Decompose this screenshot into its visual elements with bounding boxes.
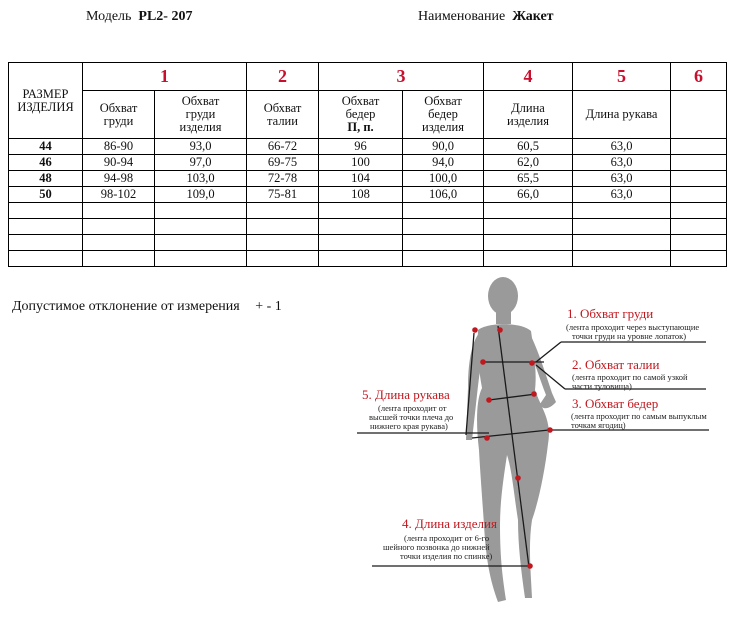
- table-cell: 103,0: [155, 171, 247, 187]
- group-number-5: 5: [573, 63, 671, 91]
- column-header-line: Длина: [511, 100, 545, 115]
- tolerance-value: + - 1: [255, 299, 282, 314]
- table-cell: 98-102: [83, 187, 155, 203]
- hip-girth-note: точкам ягодиц): [571, 420, 626, 430]
- sleeve-length-note: высшей точки плеча до: [369, 412, 454, 422]
- table-cell: 62,0: [484, 155, 573, 171]
- group-number-1: 1: [83, 63, 247, 91]
- group-number-3: 3: [319, 63, 484, 91]
- table-cell: 100,0: [403, 171, 484, 187]
- table-cell: 94-98: [83, 171, 155, 187]
- size-cell: 44: [9, 139, 83, 155]
- group-number-6: 6: [671, 63, 727, 91]
- table-cell: 106,0: [403, 187, 484, 203]
- size-cell: 46: [9, 155, 83, 171]
- size-header-line: ИЗДЕЛИЯ: [17, 99, 74, 114]
- chest-girth-note: (лента проходит через выступающие: [566, 322, 700, 332]
- table-cell: 63,0: [573, 155, 671, 171]
- chest-girth-note: точки груди на уровне лопаток): [572, 331, 687, 341]
- table-cell: 86-90: [83, 139, 155, 155]
- model-value: PL2- 207: [138, 9, 193, 24]
- name-label: Наименование: [418, 9, 506, 24]
- table-cell: 66,0: [484, 187, 573, 203]
- table-cell: 69-75: [247, 155, 319, 171]
- column-header-line: изделия: [507, 113, 549, 128]
- label-garment-length: [383, 516, 497, 561]
- label-waist-girth: [572, 357, 688, 391]
- table-cell: 63,0: [573, 139, 671, 155]
- size-cell: 50: [9, 187, 83, 203]
- waist-girth-note: части туловища): [572, 381, 632, 391]
- garment-length-note: шейного позвонка до нижней: [383, 542, 490, 552]
- column-header-line: Обхват: [99, 100, 138, 115]
- waist-girth-note: (лента проходит по самой узкой: [572, 372, 688, 382]
- model-label: Модель: [86, 9, 132, 24]
- table-cell: 72-78: [247, 171, 319, 187]
- column-header-line: Обхват: [181, 94, 220, 108]
- label-chest-girth: [566, 306, 699, 341]
- label-sleeve-length: [362, 387, 453, 431]
- group-number-4: 4: [484, 63, 573, 91]
- garment-length-note: (лента проходит от 6-го: [404, 533, 490, 543]
- table-cell: 100: [319, 155, 403, 171]
- column-header-line: Длина рукава: [585, 107, 658, 121]
- hip-girth-title: 3. Обхват бедер: [572, 396, 659, 411]
- column-header-line: изделия: [422, 120, 464, 134]
- size-header-line: РАЗМЕР: [22, 86, 69, 101]
- table-cell: 66-72: [247, 139, 319, 155]
- hip-girth-note: (лента проходит по самым выпуклым: [571, 411, 707, 421]
- table-cell: 97,0: [155, 155, 247, 171]
- table-cell: 109,0: [155, 187, 247, 203]
- column-header-line: изделия: [179, 120, 222, 134]
- column-header-line: Обхват: [424, 94, 462, 108]
- column-header-line: П, п.: [347, 120, 374, 134]
- group-number-2: 2: [247, 63, 319, 91]
- column-header-line: груди: [185, 107, 216, 121]
- label-hip-girth: [571, 396, 707, 430]
- column-header-line: Обхват: [263, 100, 302, 115]
- garment-length-title: 4. Длина изделия: [402, 516, 497, 531]
- waist-girth-title: 2. Обхват талии: [572, 357, 660, 372]
- column-header-line: Обхват: [341, 94, 380, 108]
- chest-girth-title: 1. Обхват груди: [567, 306, 654, 321]
- column-header-line: бедер: [345, 107, 376, 121]
- table-cell: 63,0: [573, 187, 671, 203]
- sleeve-length-note: нижнего края рукава): [370, 421, 448, 431]
- table-cell: 63,0: [573, 171, 671, 187]
- table-cell: 90,0: [403, 139, 484, 155]
- table-cell: 60,5: [484, 139, 573, 155]
- garment-length-note: точки изделия по спинке): [400, 551, 493, 561]
- table-cell: 93,0: [155, 139, 247, 155]
- tolerance-label: Допустимое отклонение от измерения: [12, 299, 240, 314]
- sleeve-length-title: 5. Длина рукава: [362, 387, 450, 402]
- sleeve-length-note: (лента проходит от: [378, 403, 447, 413]
- table-cell: 96: [319, 139, 403, 155]
- table-cell: 104: [319, 171, 403, 187]
- size-cell: 48: [9, 171, 83, 187]
- table-cell: 65,5: [484, 171, 573, 187]
- table-cell: 108: [319, 187, 403, 203]
- column-header-line: талии: [267, 113, 298, 128]
- table-cell: 90-94: [83, 155, 155, 171]
- table-cell: 75-81: [247, 187, 319, 203]
- name-value: Жакет: [512, 9, 554, 24]
- table-cell: 94,0: [403, 155, 484, 171]
- column-header-line: бедер: [428, 107, 458, 121]
- column-header-line: груди: [103, 113, 134, 128]
